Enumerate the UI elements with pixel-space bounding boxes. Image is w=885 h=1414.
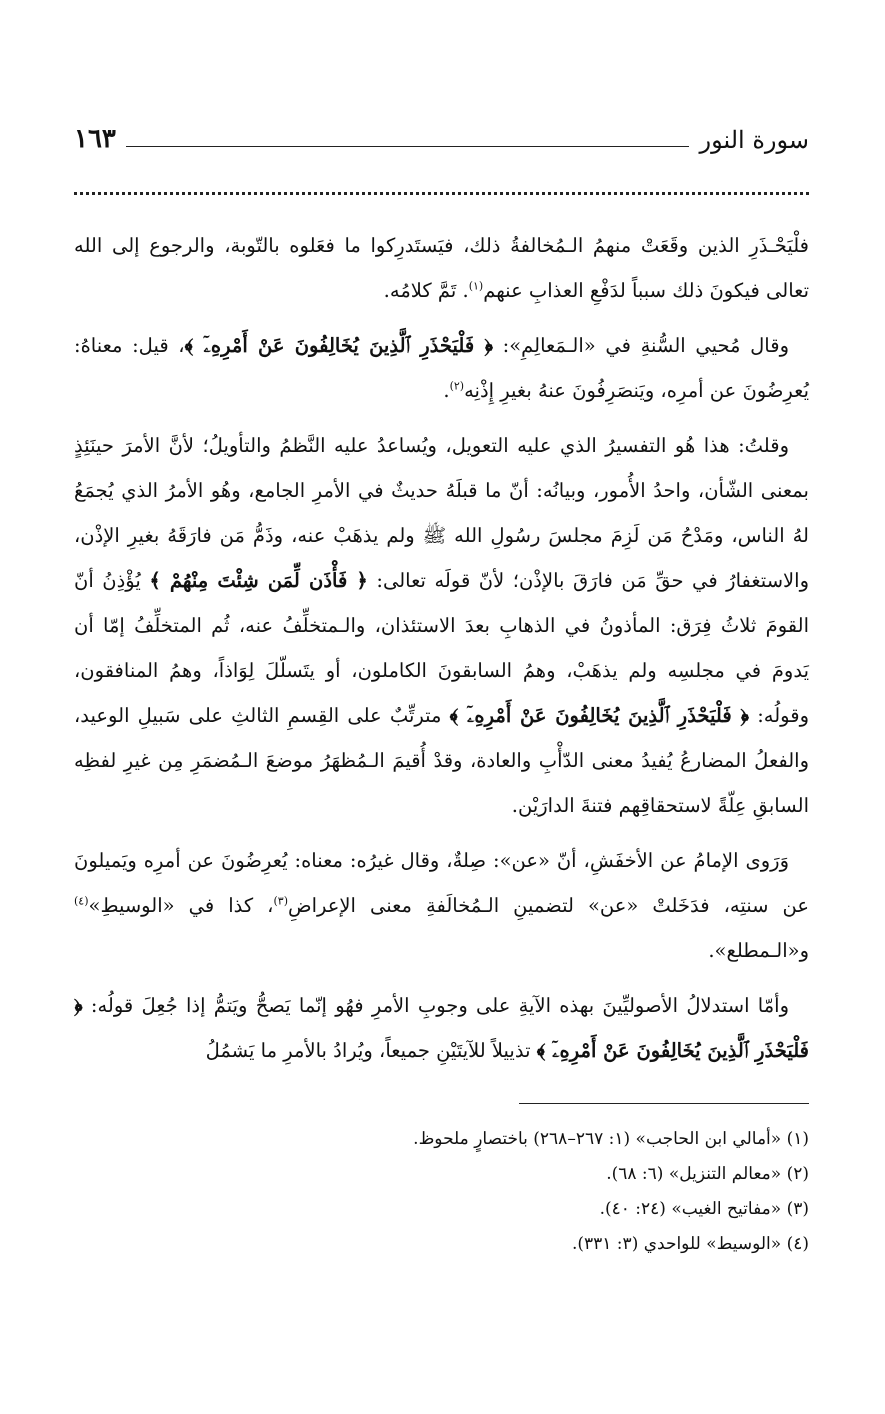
paragraph	[74, 423, 809, 828]
text-run: .	[443, 379, 450, 402]
text-run: ، قيل: معناهُ: يُعرِضُونَ عن أمرِه، ويَنصَرِفُونَ عنهُ بغيرِ إِذْنِه	[74, 334, 809, 402]
footnote-marker: (٣)	[273, 894, 288, 908]
footnote-marker: (١)	[468, 279, 484, 293]
text-run: تذييلاً للآيتَيْنِ جميعاً، ويُرادُ بالأمرِ ما يَشمُلُ	[205, 1039, 537, 1062]
quran-quote: ﴿ فَأْذَن لِّمَن شِئْتَ مِنْهُمْ ﴾	[149, 569, 368, 592]
footnote: (١) «أمالي ابن الحاجب» (١: ٢٦٧–٢٦٨) باختصارٍ ملحوظ.	[413, 1129, 809, 1149]
page-header	[74, 112, 809, 156]
text-run: وقال مُحيي السُّنةِ في «الـمَعالِمِ»:	[493, 334, 789, 357]
text-run: مترتِّبٌ على القِسمِ الثالثِ على سَبيلِ الوعيد، والفعلُ المضارعُ يُفيدُ معنى الدّأْبِ والعادة، وقدْ أُقيمَ الـمُظهَرُ موضعَ الـمُضمَرِ مِن غيرِ لفظِه السابقِ عِلّةً لاستحقاقِهم فتنةَ الدارَيْن.	[74, 704, 809, 817]
dotted-separator	[74, 188, 809, 195]
footnote-marker: (٤)	[74, 894, 89, 908]
paragraph	[74, 223, 809, 313]
page-number: ١٦٣	[74, 124, 116, 154]
text-run: و«الـمطلع».	[708, 939, 809, 962]
quran-quote: ﴿ فَلْيَحْذَرِ ٱلَّذِينَ يُخَالِفُونَ عَنْ أَمْرِهِۦٓ ﴾	[74, 994, 809, 1062]
text-run: . تَمَّ كلامُه.	[383, 279, 469, 302]
text-run: ، كذا في «الوسيطِ»	[88, 894, 274, 917]
footnote: (٢) «معالم التنزيل» (٦: ٦٨).	[606, 1164, 809, 1184]
footnote: (٤) «الوسيط» للواحدي (٣: ٣٣١).	[571, 1234, 809, 1254]
quran-quote: ﴿ فَلْيَحْذَرِ ٱلَّذِينَ يُخَالِفُونَ عَنْ أَمْرِهِۦٓ ﴾	[184, 334, 494, 357]
text-run: وأمّا استدلالُ الأصوليِّينَ بهذه الآيةِ على وجوبِ الأمرِ فهُو إنّما يَصحُّ ويَتمُّ إذا جُعِلَ قولُه:	[82, 994, 789, 1017]
footnote-rule	[519, 1103, 809, 1104]
footnote-marker: (٢)	[449, 379, 465, 393]
footnotes	[74, 1122, 809, 1262]
paragraph	[74, 323, 809, 413]
paragraph	[74, 983, 809, 1073]
book-page	[74, 112, 809, 1262]
main-text	[74, 223, 809, 1073]
text-run: وَرَوى الإمامُ عن الأخفَشِ، أنّ «عن»: صِلةٌ، وقال غيرُه: معناه: يُعرِضُونَ عن أمرِه ويَميلونَ عن سنتِه، فدَخَلتْ «عن» لتضمينِ الـمُخالَفةِ معنى الإعراضِ	[74, 849, 809, 917]
text-run: وقلتُ: هذا هُو التفسيرُ الذي عليه التعويل، ويُساعدُ عليه النَّظمُ والتأويلُ؛ لأنَّ الأمرَ حينَئِذٍ بمعنى الشّأن، واحدُ الأُمور، وبيانُه: أنّ ما قبلَهُ حديثٌ في الأمرِ الجامع، وهُو الأمرُ الذي يُجمَعُ لهُ الناس، ومَدْحُ مَن لَزِمَ مجلسَ رسُولِ الله ﷺ ولم يذهَبْ عنه، وذَمُّ مَن فارَقَهُ بغيرِ الإذْن، والاستغفارُ في حقِّ مَن فارَقَ بالإذْن؛ لأنّ قولَه تعالى:	[74, 434, 809, 592]
header-rule	[126, 146, 690, 147]
surah-title: سورة النور	[699, 126, 809, 154]
text-run: فلْيَحْـذَرِ الذين وقَعَتْ منهمُ الـمُخالفةُ ذلك، فيَستَدرِكوا ما فعَلوه بالتّوبة، والرجوع إلى الله تعالى فيكونَ ذلك سبباً لدَفْعِ العذابِ عنهم	[74, 234, 809, 302]
text-run: يُؤْذِنُ أنّ القومَ ثلاثُ فِرَق: المأذونُ في الذهابِ بعدَ الاستئذان، والـمتخلِّفُ عنه، ثُم المتخلِّفُ إمّا أن يَدومَ في مجلسِه ولم يذهَبْ، وهمُ السابقونَ الكاملون، أو يتَسلّلَ لِوَاذاً، وهمُ المنافقون، وقولُه:	[74, 569, 809, 727]
quran-quote: ﴿ فَلْيَحْذَرِ ٱلَّذِينَ يُخَالِفُونَ عَنْ أَمْرِهِۦٓ ﴾	[449, 704, 750, 727]
paragraph	[74, 838, 809, 973]
footnote: (٣) «مفاتيح الغيب» (٢٤: ٤٠).	[599, 1199, 809, 1219]
